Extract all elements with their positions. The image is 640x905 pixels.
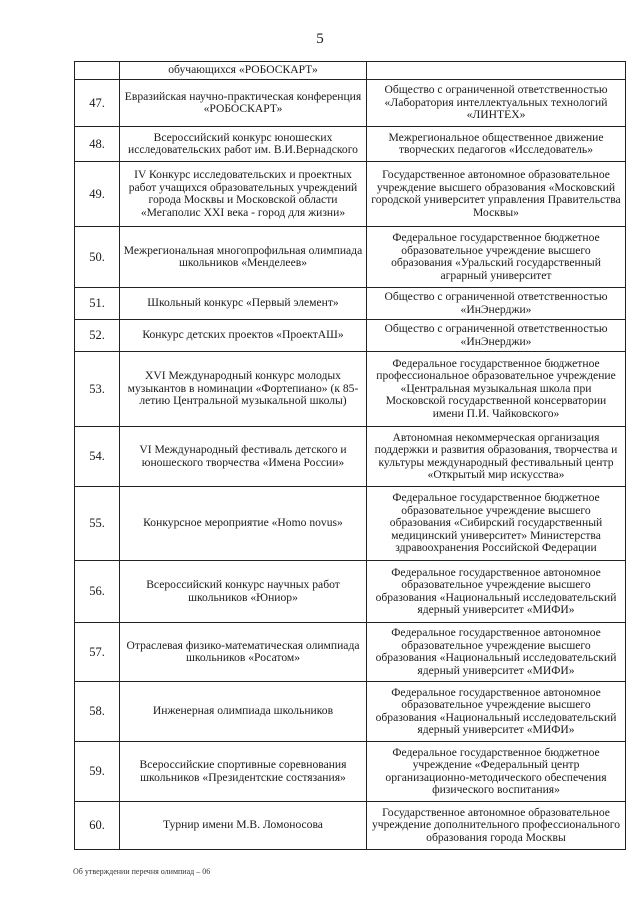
organizer: Федеральное государственное бюджетное учреждение «Федеральный центр организационно-методического обеспечения физического воспитания» <box>367 742 626 802</box>
table-row <box>75 802 626 850</box>
table-row <box>75 62 626 80</box>
row-number: 47. <box>75 80 120 127</box>
organizer: Федеральное государственное автономное образовательное учреждение высшего образования «Национальный исследовательский ядерный университет «МИФИ» <box>367 623 626 682</box>
page-number: 5 <box>316 31 324 47</box>
event-name: Турнир имени М.В. Ломоносова <box>120 802 367 850</box>
organizer: Государственное автономное образовательное учреждение высшего образования «Московский городской университет управления Правительства Москвы» <box>367 162 626 227</box>
table-row <box>75 127 626 162</box>
row-number: 50. <box>75 227 120 288</box>
row-number: 49. <box>75 162 120 227</box>
event-name: Евразийская научно-практическая конференция «РОБОСКАРТ» <box>120 80 367 127</box>
event-name: VI Международный фестиваль детского и юношеского творчества «Имена России» <box>120 427 367 487</box>
table-row <box>75 623 626 682</box>
table-row <box>75 352 626 427</box>
row-number: 48. <box>75 127 120 162</box>
footer-note: Об утверждении перечня олимпиад – 06 <box>73 867 211 876</box>
row-number: 55. <box>75 487 120 561</box>
organizer <box>367 62 626 80</box>
organizer: Общество с ограниченной ответственностью «ИнЭнерджи» <box>367 320 626 352</box>
table-row <box>75 162 626 227</box>
event-name: Всероссийские спортивные соревнования школьников «Президентские состязания» <box>120 742 367 802</box>
row-number: 56. <box>75 561 120 623</box>
event-name: Отраслевая физико-математическая олимпиада школьников «Росатом» <box>120 623 367 682</box>
event-name: Межрегиональная многопрофильная олимпиада школьников «Менделеев» <box>120 227 367 288</box>
event-name: Конкурсное мероприятие «Homo novus» <box>120 487 367 561</box>
row-number <box>75 62 120 80</box>
organizer: Федеральное государственное бюджетное образовательное учреждение высшего образования «Уральский государственный аграрный университет <box>367 227 626 288</box>
table-row <box>75 288 626 320</box>
row-number: 51. <box>75 288 120 320</box>
row-number: 52. <box>75 320 120 352</box>
event-name: Конкурс детских проектов «ПроектАШ» <box>120 320 367 352</box>
table-row <box>75 561 626 623</box>
event-name: Школьный конкурс «Первый элемент» <box>120 288 367 320</box>
row-number: 57. <box>75 623 120 682</box>
row-number: 60. <box>75 802 120 850</box>
event-name: обучающихся «РОБОСКАРТ» <box>120 62 367 80</box>
event-name: XVI Международный конкурс молодых музыкантов в номинации «Фортепиано» (к 85-летию Центральной музыкальной школы) <box>120 352 367 427</box>
row-number: 53. <box>75 352 120 427</box>
event-name: IV Конкурс исследовательских и проектных работ учащихся образовательных учреждений города Москвы и Московской области «Мегаполис XXI века - город для жизни» <box>120 162 367 227</box>
row-number: 54. <box>75 427 120 487</box>
organizer: Межрегиональное общественное движение творческих педагогов «Исследователь» <box>367 127 626 162</box>
event-name: Всероссийский конкурс юношеских исследовательских работ им. В.И.Вернадского <box>120 127 367 162</box>
olympiad-table <box>74 61 626 850</box>
organizer: Общество с ограниченной ответственностью «Лаборатория интеллектуальных технологий «ЛИНТЕХ» <box>367 80 626 127</box>
row-number: 58. <box>75 682 120 742</box>
table-row <box>75 682 626 742</box>
table-row <box>75 227 626 288</box>
organizer: Федеральное государственное бюджетное профессиональное образовательное учреждение «Центральная музыкальная школа при Московской государственной консерватории имени П.И. Чайковского» <box>367 352 626 427</box>
organizer: Федеральное государственное бюджетное образовательное учреждение высшего образования «Сибирский государственный медицинский университет» Министерства здравоохранения Российской Федерации <box>367 487 626 561</box>
table-row <box>75 742 626 802</box>
table-row <box>75 320 626 352</box>
organizer: Федеральное государственное автономное образовательное учреждение высшего образования «Национальный исследовательский ядерный университет «МИФИ» <box>367 682 626 742</box>
organizer: Государственное автономное образовательное учреждение дополнительного профессионального образования города Москвы <box>367 802 626 850</box>
event-name: Инженерная олимпиада школьников <box>120 682 367 742</box>
table-row <box>75 427 626 487</box>
table-row <box>75 80 626 127</box>
table-row <box>75 487 626 561</box>
event-name: Всероссийский конкурс научных работ школьников «Юниор» <box>120 561 367 623</box>
organizer: Федеральное государственное автономное образовательное учреждение высшего образования «Национальный исследовательский ядерный университет «МИФИ» <box>367 561 626 623</box>
organizer: Автономная некоммерческая организация поддержки и развития образования, творчества и культуры международный фестивальный центр «Открытый мир искусства» <box>367 427 626 487</box>
organizer: Общество с ограниченной ответственностью «ИнЭнерджи» <box>367 288 626 320</box>
row-number: 59. <box>75 742 120 802</box>
